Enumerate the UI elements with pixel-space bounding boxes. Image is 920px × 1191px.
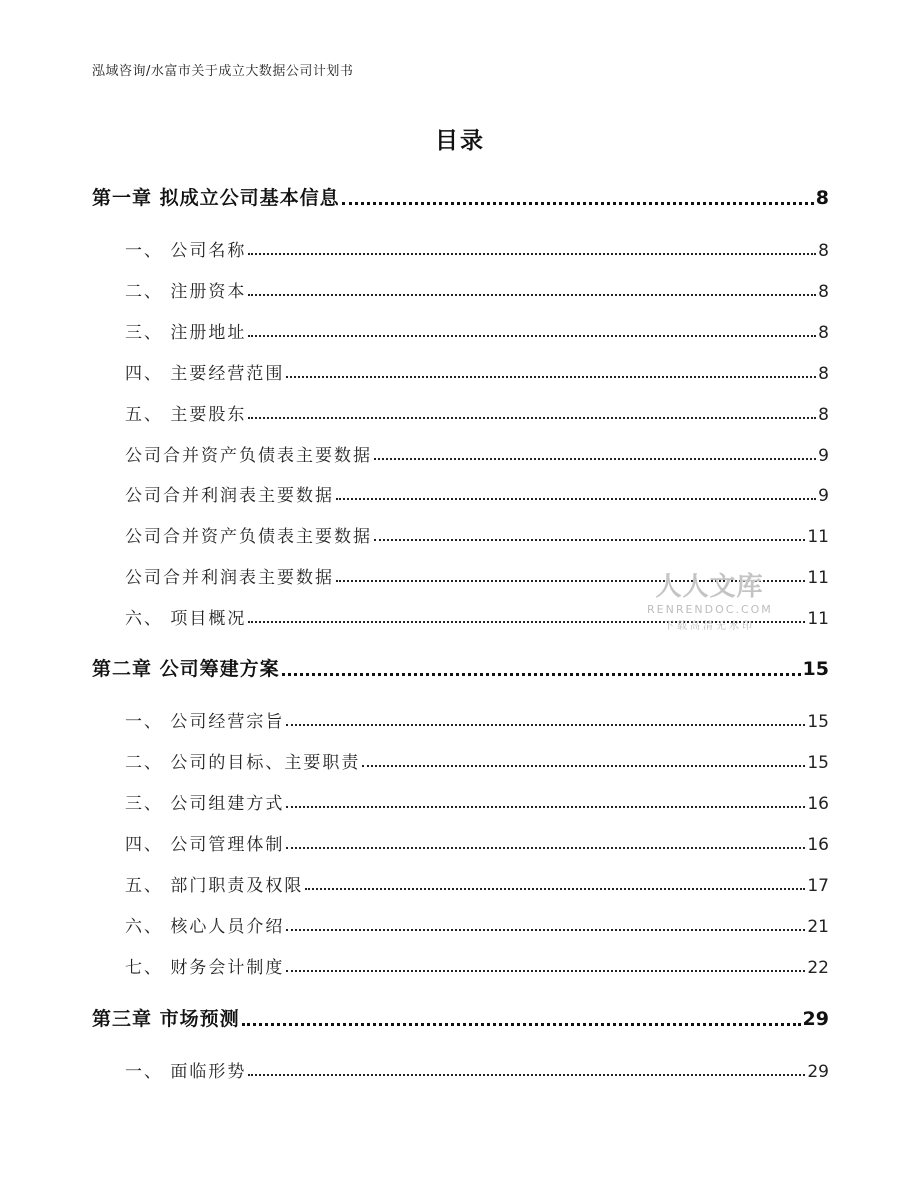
toc-page-number: 17 [807, 876, 829, 896]
dot-leader [286, 970, 805, 972]
toc-page-number: 11 [807, 527, 829, 547]
toc-page-number: 29 [802, 1008, 829, 1030]
toc-label: 公司合并资产负债表主要数据 [125, 527, 372, 547]
toc-page-number: 8 [818, 323, 829, 343]
toc-page-number: 8 [818, 364, 829, 384]
toc-page-number: 9 [818, 446, 829, 466]
toc-entry-row[interactable] [125, 707, 829, 732]
toc-page-number: 8 [818, 405, 829, 425]
toc-label: 第三章 市场预测 [92, 1008, 240, 1030]
toc-entry-row[interactable] [125, 912, 829, 937]
toc-label: 四、 公司管理体制 [125, 835, 285, 855]
toc-page-number: 8 [818, 241, 829, 261]
toc-chapter-row[interactable] [92, 1004, 829, 1031]
toc-page-number: 15 [802, 658, 829, 680]
dot-leader [305, 888, 805, 890]
toc-entry-row[interactable] [125, 236, 829, 261]
toc-entry-row[interactable] [125, 953, 829, 978]
toc-label: 第一章 拟成立公司基本信息 [92, 187, 340, 209]
dot-leader [286, 806, 805, 808]
dot-leader [242, 1023, 801, 1026]
toc-page-number: 8 [818, 282, 829, 302]
toc-entry-row[interactable] [125, 359, 829, 384]
toc-label: 五、 主要股东 [125, 405, 247, 425]
toc-entry-row[interactable] [125, 830, 829, 855]
toc-title: 目录 [435, 128, 485, 154]
toc-label: 六、 核心人员介绍 [125, 917, 285, 937]
dot-leader [286, 376, 816, 378]
toc-entry-row[interactable] [125, 481, 829, 506]
watermark-tagline: 下载高清无水印 [664, 621, 755, 632]
toc-entry-row[interactable] [125, 400, 829, 425]
toc-entry-row[interactable] [125, 789, 829, 814]
toc-entry-row[interactable] [125, 318, 829, 343]
toc-label: 一、 面临形势 [125, 1062, 247, 1082]
toc-label: 四、 主要经营范围 [125, 364, 285, 384]
dot-leader [248, 253, 816, 255]
toc-entry-row[interactable] [125, 522, 829, 547]
dot-leader [286, 724, 805, 726]
toc-page-number: 11 [807, 609, 829, 629]
dot-leader [248, 335, 816, 337]
toc-page-number: 15 [807, 712, 829, 732]
toc-chapter-row[interactable] [92, 183, 829, 210]
toc-entry-row[interactable] [125, 871, 829, 896]
toc-label: 第二章 公司筹建方案 [92, 658, 280, 680]
toc-page-number: 11 [807, 568, 829, 588]
toc-page-number: 21 [807, 917, 829, 937]
toc-label: 六、 项目概况 [125, 609, 247, 629]
toc-page-number: 8 [815, 187, 829, 209]
dot-leader [336, 580, 805, 582]
toc-entry-row[interactable] [125, 441, 829, 466]
toc-entry-row[interactable] [125, 277, 829, 302]
toc-label: 公司合并资产负债表主要数据 [125, 446, 372, 466]
dot-leader [374, 539, 805, 541]
toc-entry-row[interactable] [125, 563, 829, 588]
watermark-logo-text: 人人文库 [655, 572, 764, 602]
dot-leader [282, 673, 801, 676]
toc-entry-row[interactable] [125, 1057, 829, 1082]
toc-page-number: 22 [807, 958, 829, 978]
toc-label: 二、 公司的目标、主要职责 [125, 753, 361, 773]
watermark-domain: RENRENDOC.COM [647, 603, 773, 616]
dot-leader [286, 847, 805, 849]
dot-leader [362, 765, 805, 767]
dot-leader [374, 458, 816, 460]
toc-label: 公司合并利润表主要数据 [125, 568, 334, 588]
toc-label: 一、 公司经营宗旨 [125, 712, 285, 732]
dot-leader [248, 417, 816, 419]
toc-label: 公司合并利润表主要数据 [125, 486, 334, 506]
toc-page-number: 16 [807, 794, 829, 814]
dot-leader [248, 1074, 805, 1076]
toc-label: 一、 公司名称 [125, 241, 247, 261]
toc-label: 三、 注册地址 [125, 323, 247, 343]
toc-page-number: 16 [807, 835, 829, 855]
toc-page-number: 9 [818, 486, 829, 506]
toc-entry-row[interactable] [125, 604, 829, 629]
dot-leader [286, 929, 805, 931]
toc-label: 三、 公司组建方式 [125, 794, 285, 814]
toc-page-number: 29 [807, 1062, 829, 1082]
dot-leader [248, 294, 816, 296]
toc-page-number: 15 [807, 753, 829, 773]
dot-leader [336, 498, 816, 500]
toc-chapter-row[interactable] [92, 654, 829, 681]
toc-label: 七、 财务会计制度 [125, 958, 285, 978]
dot-leader [342, 202, 814, 205]
running-header: 泓域咨询/水富市关于成立大数据公司计划书 [92, 64, 354, 79]
dot-leader [248, 621, 805, 623]
toc-entry-row[interactable] [125, 748, 829, 773]
toc-label: 五、 部门职责及权限 [125, 876, 304, 896]
toc-label: 二、 注册资本 [125, 282, 247, 302]
